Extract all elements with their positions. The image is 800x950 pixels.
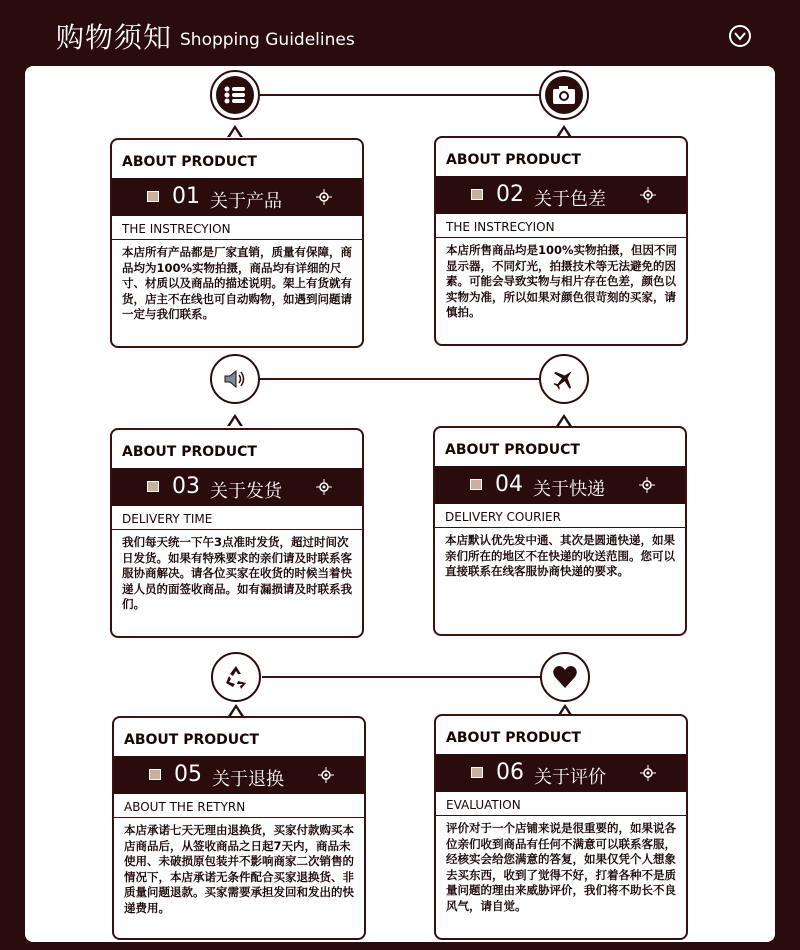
card-subtitle: EVALUATION xyxy=(446,798,521,812)
card-heading: ABOUT PRODUCT xyxy=(122,444,257,460)
connector-line xyxy=(262,676,542,678)
guideline-card-color xyxy=(434,136,688,346)
guideline-card-courier xyxy=(433,426,687,636)
airplane-icon-node xyxy=(539,354,589,404)
camera-icon xyxy=(550,81,578,109)
card-number: 06 xyxy=(496,760,524,785)
card-body: 本店所有产品都是厂家直销，质量有保障，商品均为100%实物拍摄，商品均有详细的尺寸、材质以及商品的描述说明。架上有货就有货，店主不在线也可自动购物，如遇到问题请一定与我们联系。 xyxy=(122,245,352,321)
card-heading: ABOUT PRODUCT xyxy=(124,732,259,748)
page-header xyxy=(0,0,800,66)
guideline-card-evaluation xyxy=(434,714,688,940)
thumbnail-icon xyxy=(471,767,483,778)
card-heading: ABOUT PRODUCT xyxy=(446,152,581,168)
card-title: 关于发货 xyxy=(210,481,282,502)
thumbnail-icon xyxy=(470,479,482,490)
card-title-bar xyxy=(114,756,364,794)
thumbnail-icon xyxy=(471,189,483,200)
card-subtitle: DELIVERY TIME xyxy=(122,512,213,526)
card-divider xyxy=(436,237,686,238)
card-body: 评价对于一个店铺来说是很重要的，如果说各位亲们收到商品有任何不满意可以联系客服，经核实会给您满意的答复，如果仅凭个人想象去买东西，收到了觉得不好，打着各种不是质量问题的理由来威胁评价，我们将不助长不良风气，请自觉。 xyxy=(446,821,676,913)
thumbnail-icon xyxy=(147,191,159,202)
card-body: 本店承诺七天无理由退换货，买家付款购买本店商品后，从签收商品之日起7天内，商品未使用、未破损原包装并不影响商家二次销售的情况下，本店承诺无条件配合买家退换货、非质量问题退款。买家需要承担发回和发出的快递费用。 xyxy=(124,823,354,915)
card-title-bar xyxy=(436,176,686,214)
card-title: 关于退换 xyxy=(212,769,284,790)
card-subtitle: THE INSTRECYION xyxy=(446,220,555,234)
camera-icon-node xyxy=(539,70,589,120)
heart-icon-node xyxy=(540,652,590,702)
speaker-icon xyxy=(221,365,249,393)
card-divider xyxy=(112,529,362,530)
card-subtitle: DELIVERY COURIER xyxy=(445,510,561,524)
header-title-en: Shopping Guidelines xyxy=(180,30,355,50)
card-divider xyxy=(435,527,685,528)
card-title: 关于评价 xyxy=(534,767,606,788)
target-icon xyxy=(640,765,656,781)
card-number: 02 xyxy=(496,182,524,207)
card-subtitle: THE INSTRECYION xyxy=(122,222,231,236)
target-icon xyxy=(318,767,334,783)
collapse-button[interactable] xyxy=(729,25,751,47)
connector-line xyxy=(260,94,540,96)
card-subtitle: ABOUT THE RETYRN xyxy=(124,800,246,814)
card-number: 01 xyxy=(172,184,200,209)
thumbnail-icon xyxy=(147,481,159,492)
guideline-card-product xyxy=(110,138,364,348)
list-icon xyxy=(221,81,249,109)
pointer-triangle xyxy=(556,414,572,426)
guideline-card-shipping xyxy=(110,428,364,638)
speaker-icon-node xyxy=(210,354,260,404)
card-title-bar xyxy=(435,466,685,504)
card-title-bar xyxy=(112,178,362,216)
header-title-cn: 购物须知 xyxy=(56,21,173,54)
card-title-bar xyxy=(112,468,362,506)
airplane-icon xyxy=(550,365,578,393)
recycle-icon-node xyxy=(211,652,261,702)
pointer-triangle xyxy=(228,704,244,716)
list-icon-node xyxy=(210,70,260,120)
guideline-card-returns xyxy=(112,716,366,940)
thumbnail-icon xyxy=(149,769,161,780)
connector-line xyxy=(260,378,540,380)
card-heading: ABOUT PRODUCT xyxy=(122,154,257,170)
target-icon xyxy=(640,187,656,203)
card-title: 关于快递 xyxy=(533,479,605,500)
card-title-bar xyxy=(436,754,686,792)
card-title: 关于色差 xyxy=(534,189,606,210)
card-title: 关于产品 xyxy=(210,191,282,212)
target-icon xyxy=(316,189,332,205)
card-body: 本店默认优先发中通、其次是圆通快递，如果亲们所在的地区不在快递的收送范围。您可以直接联系在线客服协商快递的要求。 xyxy=(445,533,675,578)
pointer-triangle xyxy=(227,125,243,137)
card-divider xyxy=(112,239,362,240)
target-icon xyxy=(639,477,655,493)
target-icon xyxy=(316,479,332,495)
card-body: 我们每天统一下午3点准时发货，超过时间次日发货。如果有特殊要求的亲们请及时联系客服协商解决。请各位买家在收货的时候当着快递人员的面签收商品。如有漏损请及时联系我们。 xyxy=(122,535,352,611)
heart-icon xyxy=(551,663,579,691)
card-heading: ABOUT PRODUCT xyxy=(446,730,581,746)
pointer-triangle xyxy=(227,414,243,426)
card-number: 04 xyxy=(495,472,523,497)
card-heading: ABOUT PRODUCT xyxy=(445,442,580,458)
card-number: 03 xyxy=(172,474,200,499)
chevron-down-icon xyxy=(734,32,746,41)
card-divider xyxy=(436,815,686,816)
card-divider xyxy=(114,817,364,818)
card-number: 05 xyxy=(174,762,202,787)
recycle-icon xyxy=(222,663,250,691)
card-body: 本店所售商品均是100%实物拍摄，但因不同显示器，不同灯光，拍摄技术等无法避免的因素。可能会导致实物与相片存在色差，颜色以实物为准，所以如果对颜色很苛刻的买家，请慎拍。 xyxy=(446,243,678,319)
